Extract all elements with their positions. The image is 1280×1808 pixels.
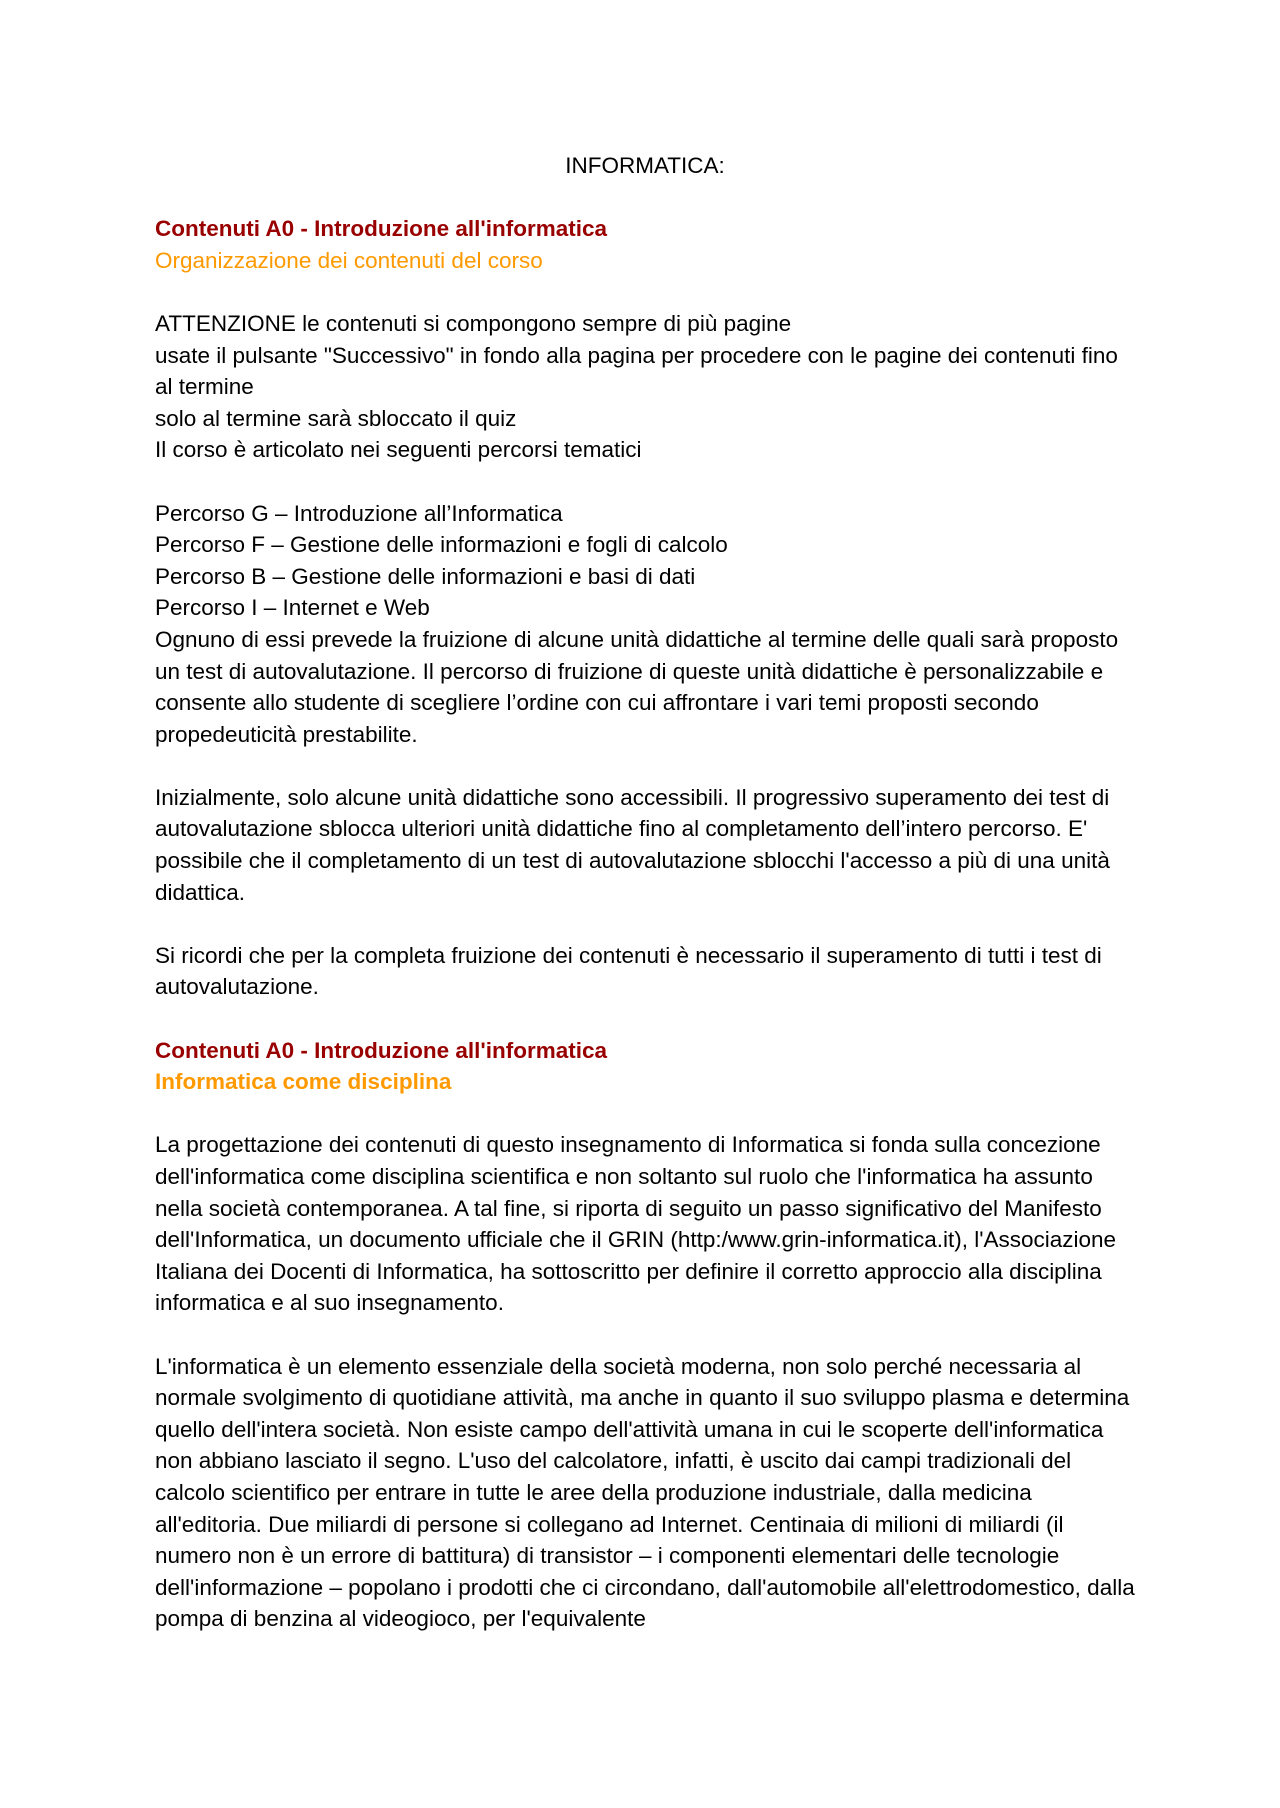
document-page [155, 150, 1135, 1635]
notice-line: ATTENZIONE le contenuti si compongono sempre di più pagine [155, 310, 792, 336]
path-item: Percorso F – Gestione delle informazioni e fogli di calcolo [155, 532, 728, 558]
section1-subheading: Organizzazione dei contenuti del corso [155, 247, 543, 273]
section1-paragraph: Inizialmente, solo alcune unità didattiche sono accessibili. Il progressivo superamento dei test di autovalutazione sblocca ulteriori unità didattiche fino al completamento dell’intero percorso. E' possibile che il completamento di un test di autovalutazione sblocchi l'accesso a più di una unità didattica. [155, 784, 1110, 905]
section2-subheading: Informatica come disciplina [155, 1069, 452, 1095]
notice-line: usate il pulsante "Successivo" in fondo alla pagina per procedere con le pagine dei contenuti fino al termine [155, 342, 1118, 400]
document-title: INFORMATICA: [565, 153, 725, 178]
section1-heading: Contenuti A0 - Introduzione all'informatica [155, 216, 608, 242]
path-item: Percorso I – Internet e Web [155, 595, 430, 621]
notice-line: solo al termine sarà sbloccato il quiz [155, 405, 517, 431]
section1-paragraph: Ognuno di essi prevede la fruizione di alcune unità didattiche al termine delle quali sarà proposto un test di autovalutazione. Il percorso di fruizione di queste unità didattiche è personalizzabile e consente allo studente di scegliere l’ordine con cui affrontare i vari temi proposti secondo propedeuticità prestabilite. [155, 626, 1119, 747]
section1-paragraph: Si ricordi che per la completa fruizione dei contenuti è necessario il superamento di tutti i test di autovalutazione. [155, 942, 1102, 1000]
path-item: Percorso B – Gestione delle informazioni e basi di dati [155, 563, 696, 589]
notice-line: Il corso è articolato nei seguenti percorsi tematici [155, 437, 642, 463]
path-item: Percorso G – Introduzione all’Informatica [155, 500, 563, 526]
section2-paragraph: L'informatica è un elemento essenziale della società moderna, non solo perché necessaria al normale svolgimento di quotidiane attività, ma anche in quanto il suo sviluppo plasma e determina quello dell'intera società. Non esiste campo dell'attività umana in cui le scoperte dell'informatica non abbiano lasciato il segno. L'uso del calcolatore, infatti, è uscito dai campi tradizionali del calcolo scientifico per entrare in tutte le aree della produzione industriale, dalla medicina all'editoria. Due miliardi di persone si collegano ad Internet. Centinaia di milioni di miliardi (il numero non è un errore di battitura) di transistor – i componenti elementari delle tecnologie dell'informazione – popolano i prodotti che ci circondano, dall'automobile all'elettrodomestico, dalla pompa di benzina al videogioco, per l'equivalente [155, 1353, 1135, 1632]
section2-paragraph: La progettazione dei contenuti di questo insegnamento di Informatica si fonda sulla concezione dell'informatica come disciplina scientifica e non soltanto sul ruolo che l'informatica ha assunto nella società contemporanea. A tal fine, si riporta di seguito un passo significativo del Manifesto dell'Informatica, un documento ufficiale che il GRIN (http:/www.grin-informatica.it), l'Associazione Italiana dei Docenti di Informatica, ha sottoscritto per definire il corretto approccio alla disciplina informatica e al suo insegnamento. [155, 1132, 1117, 1316]
section2-heading: Contenuti A0 - Introduzione all'informatica [155, 1037, 608, 1063]
